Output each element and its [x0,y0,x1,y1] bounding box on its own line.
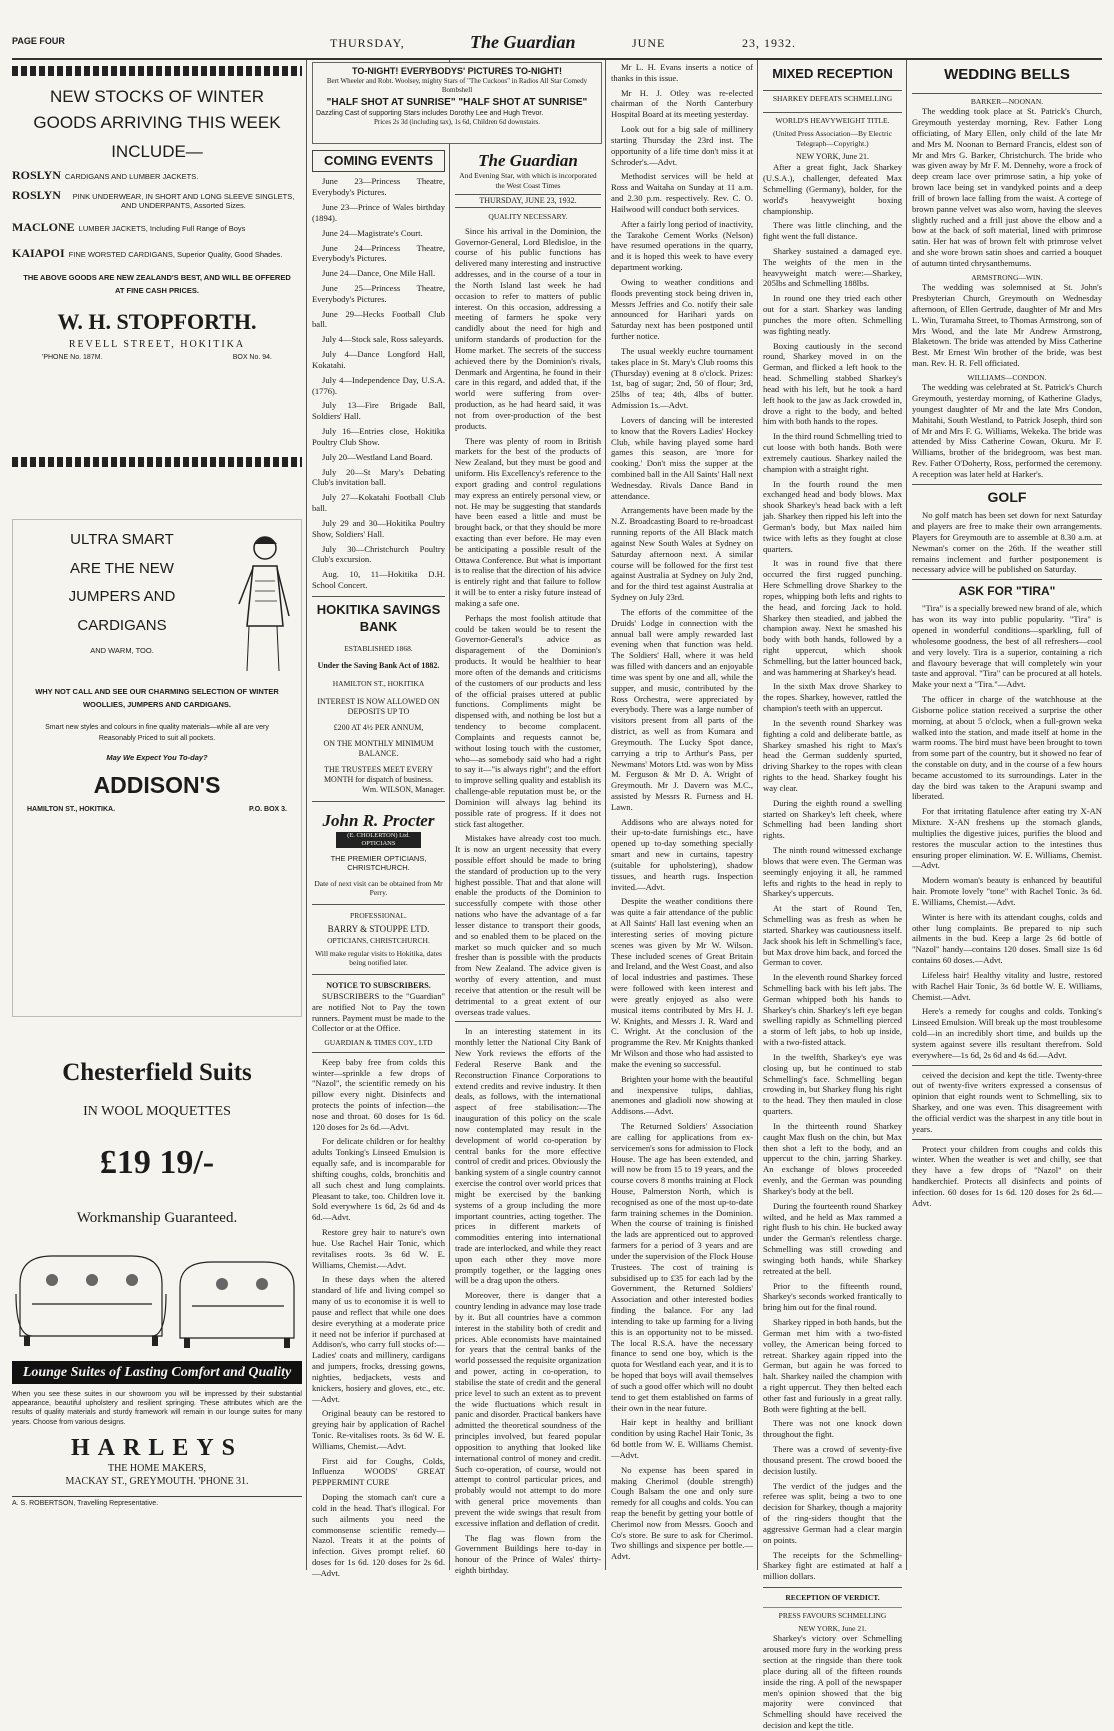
article-paragraph: In the twelfth, Sharkey's eye was closing up, but he continued to stab Schmelling's face. Schmelling began crowding in, but Sharkey flung his right to the head. They then mauled in close quarters. [763,1051,902,1117]
event-item: June 23—Prince of Wales birthday (1894). [312,202,445,223]
news-paragraph: Owing to weather conditions and floods preventing stock being driven in, Messrs Jeffries and Co. notify their sale announced for Harihari yards on Saturday next has been postponed until further notice. [611,276,753,342]
column-divider [605,60,606,1570]
article-paragraph: In the thirteenth round Sharkey caught Max flush on the chin, but Max then shot a left to the body, and an uppercut to the chin, jarring Sharkey. An exchange of blows proceeded evenly, and the German was pounding Sharkey's body at the bell. [763,1120,902,1196]
wedding-title: WILLIAMS—CONDON. [967,372,1047,382]
news-paragraph: Methodist services will be held at Ross and Waitaha on Sunday at 11 a.m. and 2.30 p.m. respectively. Rev. C. O. Hailwood will conduct both services. [611,171,753,214]
ad-item [12,188,302,211]
news-paragraph: Moreover, there is danger that a country lending in advance may lose trade by it. But all countries have a common interest in the stability both of credit and prices. Able economists have maintained for years that the central banks of the world possessed the requisite organization and power, acting in co-operation, to stabilise the state of credit and the general price level to such an extent as to prevent the wide fluctuations which result in panic and disorder. Practical bankers have admitted the theoretical soundness of the principles involved, but feared popular opposition to anything that looked like international control of money and credit. Such co-operation, of course, would not attempt to control particular prices, and probably would not attempt to do more with general price movements than prevent the wide swings that result from excessive inflation and deflation of credit. [455,1290,601,1528]
page-number: PAGE FOUR [12,36,65,46]
article-paragraph: It was in round five that there occurred the first rugged punching. Here Schmelling drove Sharkey to the ropes, whipping both lefts and rights to the head, and forcing Jack to hold. Sharkey then steadied, and jabbed the champion away. Next he smashed his body with both hands, followed by a right uppercut, which shook Schmelling, but the latter bounced back, and was hammering at Sharkey's head. [763,558,902,677]
divider [312,596,445,597]
event-item: July 4—Dance Longford Hall, Kokatahi. [312,349,445,370]
harleys-ad [12,1057,302,1567]
ad-banner: Lounge Suites of Lasting Comfort and Quality [12,1361,302,1385]
advt-paragraph: Winter is here with its attendant coughs, colds and other lung complaints. Be prepared to nip such ailments in the bud. Keep a large 2s 6d bottle of "Nazol" handy—contains 120 doses. Small size 1s 6d contains 60 doses.—Advt. [912,911,1102,966]
stopforth-ad [12,66,302,471]
advt-paragraph: Protect your children from coughs and colds this winter. When the weather is wet and chilly, see that they have a few drops of "Nazol" on their handkerchief. Protects all disinfects and points of infection. 60 doses for 1s 6d. 120 doses for 2s 6d.—Advt. [912,1143,1102,1208]
news-paragraph: Addisons who are always noted for their up-to-date furnishings etc., have opened up to-day something specially smart and new in curtains, tapestry (suitable for upholstering), shadow tissues, and hearth rugs. Inspection invited.—Advt. [611,816,753,892]
bank-story [455,1026,601,1575]
ad-invite: WHY NOT CALL AND SEE OUR CHARMING SELECTION OF WINTER WOOLLIES, JUMPERS AND CARDIGANS. [35,687,279,709]
article-paragraph: There was not one knock down throughout the fight. [763,1418,902,1440]
notice-text: SUBSCRIBERS to the "Guardian" are notified Not to Pay the town runners. Payment must be made to the Collector or at the Office. [312,990,445,1034]
pictures-ad [312,62,602,144]
event-item: July 4—Independence Day, U.S.A. (1776). [312,374,445,396]
event-item: June 23—Princess Theatre, Everybody's Pictures. [312,176,445,198]
column-divider [757,60,758,1570]
bank-trustees: THE TRUSTEES MEET EVERY MONTH for dispatch of business. [323,765,434,785]
news-paragraph: Brighten your home with the beautiful and inexpensive tulips, dahlias, anemones and gladioli now showing at Addisons.—Advt. [611,1073,753,1117]
advt-paragraph: Here's a remedy for coughs and colds. Tonking's Linseed Emulsion. Will break up the most troublesome cold—in an incredibly short time, and builds up the system against severe ills resultant therefrom. Sold everywhere—1s 6d, 2s 6d and 4s 6d.—Advt. [912,1006,1102,1060]
local-news [611,62,753,1562]
masthead [12,34,1102,56]
editorial-paragraph: Since his arrival in the Dominion, the Governor-General, Lord Bledisloe, in the course of his public functions has delivered many interesting and instructive addresses, and in the course of a tour in the North Island last week he had occasion to refer to matters of public interest. On this occasion, addressing a meeting of farmers he spoke very candidly about the need for high and uniform standards of production for the Home market. The secrets of the success achieved there by the Dominion's rivals, Denmark and Argentina, he found in their care in this regard, and added that, if the world were suffering from over-production, as he had heard said, it was not from over-production of the best products. [455,225,601,431]
wedding-text: The wedding was solemnised at St. John's Presbyterian Church, Greymouth on Wednesday afternoon, of Ellen Gertrude, daughter of Mr and Mrs L. Win, Turamaha Street, to Thomas Armstrong, son of Mrs Wood, and the late Mr Andrew Armstrong, Blaketown. The bride was attended by Miss Catherine Best. Mr Ernest Win brother of the bride, was best man. Rev. H. R. Fell officiated. [912,282,1102,368]
ad-box: P.O. BOX 3. [249,805,287,813]
event-item: July 20—St Mary's Debating Club's invitation ball. [312,466,445,488]
column-divider [906,60,907,1570]
event-item: June 24—Magistrate's Court. [322,227,423,238]
ad-store-name: ADDISON'S [93,771,221,798]
ad-subhead: Bert Wheeler and Robt. Woolsey, mighty Stars of "The Cuckoos" in Radios All Star Comedy Bombshell [326,77,588,95]
optician-line: OPTICIANS, CHRISTCHURCH. [327,935,430,945]
article-subhead: SHARKEY DEFEATS SCHMELLING [763,90,902,103]
advt-paragraph: Original beauty can be restored to greying hair by application of Rachel Tonic. Re-vitalises roots. 3s 6d W. E. Williams, Chemist.—Advt. [312,1408,445,1451]
ad-lines [19,526,225,676]
ad-contact [12,352,302,365]
advt-paragraph: Keep baby free from colds this winter—sprinkle a few drops of "Nazol", the scientific remedy on his pillow every night. Disinfects and protects the points of infection—the nose and throat. 60 doses for 1s 6d. 120 doses for 2s 6d.—Advt. [312,1056,445,1132]
ad-item-text: PINK UNDERWEAR, IN SHORT AND LONG SLEEVE SINGLETS, AND UNDERPANTS, Assorted Sizes. [72,191,295,210]
article-subhead: WORLD'S HEAVYWEIGHT TITLE. [763,112,902,125]
ad-film-title: "HALF SHOT AT SUNRISE" "HALF SHOT AT SUNRISE" [326,96,588,108]
ad-street: HAMILTON ST., HOKITIKA. [27,805,116,813]
ad-line: JUMPERS AND [68,588,176,605]
advertisement-column [12,62,302,1570]
ad-item [12,220,302,235]
advt-paragraph: Doping the stomach can't cure a cold in the head. That's illogical. For such ailments you need the commonsense scientific remedy—Nazol. Treats it at the points of infection. Gives prompt relief. 60 doses for 1s 6d. 120 doses for 2s 6d.—Advt. [312,1492,445,1578]
article-credit: (United Press Association—By Electric Telegraph—Copyright.) [773,129,892,148]
events-heading: COMING EVENTS [312,150,445,172]
paper-name: The Guardian [478,151,578,170]
news-paragraph: In an interesting statement in its monthly letter the National City Bank of New York reviews the efforts of the Federal Reserve Bank and the Reconstruction Finance Corporations to extend credits and revive industry. It then deals, as follows, with the international aspect of free stabilisation:—The inauguration of this policy on the scale now contemplated may result in the development of world co-operation by central banks for the more effective control of credit and prices. Obviously the banking system of a single country cannot exercise the control over world prices that might be exercised by the banking systems of a group including the more important countries, acting together. The prices in different markets of commodities entering into international trade are interlocked, and while they react upon each other they move more promptly together, or the lagging ones will be a drag upon the others. [455,1026,601,1286]
bank-manager: Wm. WILSON, Manager. [362,785,445,795]
ad-description: When you see these suites in our showroom you will be impressed by their substantial appearance, beautiful upholstery and resilient springing. These attributes which are the results of quality materials and sturdy framework will remain in our lounge suites for many years. Choose from various designs. [12,1391,302,1426]
article-paragraph: In the third round Schmelling tried to cut loose with both hands. Both were extremely cautious. Sharkey nailed the champion with a straight right. [763,431,902,474]
events-list [312,176,445,591]
event-item: July 30—Christchurch Poultry Club's excursion. [312,543,445,565]
news-paragraph: The Returned Soldiers' Association are calling for applications from ex-servicemen's sons for admission to Flock House. The age has been extended, and will now be from 15 to 19 years, and the course covers 8 months training at Flock House, Palmerston North, which is recognised as one of the most up-to-date farm training schemes in the Dominion. When the course of training is finished the lads are apprenticed out to approved farmers for a period of 3 years and are under the supervision of the Flock House Trustees. The cost of training is subsidised up to £35 for each lad by the Government, the Returned Soldiers' Association and other interested bodies finding the balance. For any lad intending to take up farming for a living this is an opportunity not to be missed. The local R.S.A. have the necessary finance to send one boy, which is the quota for Westland each year, and it is to be hoped that boys will avail themselves of such a good offer which will no doubt tend to get them established on farms of their own in the near future. [611,1121,753,1413]
article-paragraph: In the eleventh round Sharkey forced Schmelling back with his left jabs. The German whipped both his hands to Sharkey's chin. Sharkey's left eye began swelling rapidly as Schmelling pierced a storm of left jabs, to hob up inside, with a two-fisted attack. [763,972,902,1048]
news-paragraph: No expense has been spared in making Cherimol (double strength) Cough Balsam the one and only sure remedy for all coughs and colds. You can reap the benefit by getting your bottle of Cherimol now from Messrs. Gooch and Co's store. Be sure to ask for Cherimol. Two shillings and sixpence per bottle.—Advt. [611,1464,754,1562]
masthead-date: 23, 1932. [742,36,796,50]
wedding-column [912,62,1102,1570]
ad-item-text: CARDIGANS AND LUMBER JACKETS. [64,172,199,182]
article-paragraph: Prior to the fifteenth round, Sharkey's seconds worked frantically to bring him out for the final round. [763,1280,902,1313]
masthead-title: The Guardian [470,32,576,52]
advt-paragraph: The officer in charge of the watchhouse at the Gisborne police station received a surprise the other morning, at about 5 o'clock, when a full-grown weka walked into the station, and made itself at home in the warm rooms. The bird must have been brought to town from some part of the country, but it showed no fear of the constable on duty, and in the course of a few hours became accustomed to its surroundings. Later in the day the bird was taken to the Arapuni swamp and liberated. [912,694,1102,802]
bank-act: Under the Saving Bank Act of 1882. [317,661,440,671]
advt-paragraphs [312,1057,445,1579]
article-paragraph: Sharkey ripped in both hands, but the German met him with a two-fisted volley, the American being forced to retreat. Sharkey again ripped into the German, but again he was forced to halt. Sharkey nailed the champion with a right uppercut. They then belted each other fast and furiously in a great rally. Both were fighting at the bell. [763,1317,902,1414]
masthead-month: JUNE [632,36,666,50]
ad-price: £19 19/- [99,1144,215,1182]
article-paragraph: Sharkey sustained a damaged eye. The weights of the men in the heavyweight match were:—Sharkey, 205lbs and Schmelling 188lbs. [763,246,902,289]
ad-item-list [12,168,302,260]
ad-store-name: HARLEYS [70,1434,244,1461]
news-paragraph: Hair kept in healthy and brilliant condition by using Rachel Hair Tonic, 3s 6d bottle from W. E. Williams Chemist.—Advt. [611,1417,753,1460]
ad-rep: A. S. ROBERTSON, Travelling Representative. [12,1496,302,1509]
optician-text: Will make regular visits to Hokitika, dates being notified later. [315,948,442,968]
event-item: June 29—Hecks Football Club ball. [312,308,445,330]
bank-monthly: ON THE MONTHLY MINIMUM BALANCE. [323,738,434,758]
addisons-ad [12,519,302,1017]
ad-include: INCLUDE— [111,142,203,161]
golf-text: No golf match has been set down for next Saturday and players are free to make their own arrangements. Players for Greymouth are to assemble at 8.30 a.m. at Newman's corner on the 26th. If the weather still remains inclement and further postponement is necessary advice will be published on Saturday. [912,510,1102,575]
ad-tagline: THE HOME MAKERS, [107,1462,207,1474]
ad-item-text: FINE WORSTED CARDIGANS, Superior Quality, Good Shades. [68,249,283,259]
event-item: Aug. 10, 11—Hokitika D.H. School Concert. [312,569,445,591]
editorial-column [455,150,601,1575]
ad-top [19,526,295,676]
event-item: July 4—Stock sale, Ross saleyards. [322,334,444,345]
verdict-dateline: NEW YORK, June 21. [798,1623,867,1633]
wedding-text: The wedding took place at St. Patrick's Church, Greymouth yesterday morning, Rev. Father Long officiating, of Mary Ellen, only child of the late Mr and Mrs M. Noonan to Bernard Francis, eldest son of Mr and Mrs G. Barker, Christchurch. The bride who was given away by Mr F. M. Dennehy, wore a frock of deep cream lace over primrose satin, a hip yoke of brown lace being set in vandyked points and a deep frill of brown lace falling from the waist. A cortege of brown panne velvet was also worn, having the sleeves slightly ruched and a frill just above the elbow and a bow at the back of soft material, lined with primrose satin. Her hat was of brown felt with primrose velvet and she wore brown satin shoes and carried a bouquet of autumn tinted chrysanthemums. [912,106,1102,268]
article-paragraph: The ninth round witnessed exchange blows that were even. The German was seemingly enjoying it all, he rammed lefts and rights to the head in reply to Sharkey's uppercuts. [763,845,902,899]
article-paragraph: There was a crowd of seventy-five thousand present. The crowd booed the decision lustily. [763,1444,902,1476]
article-dateline: NEW YORK, June 21. [795,152,870,162]
ad-guarantee: Workmanship Guaranteed. [76,1209,238,1226]
article-paragraph: In the seventh round Sharkey was fighting a cold and deliberate battle, as Sharkey smashed his right to Max's head the German suddenly spurted, driving Sharkey to the ropes with clean rights to the head. Sharkey fought his way clear. [763,717,902,793]
article-body [763,162,902,1582]
column-divider [449,60,450,1570]
weddings-title: WEDDING BELLS [944,66,1070,83]
advt-paragraph: For delicate children or for healthy adults Tonking's Linseed Emulsion is equally safe, and is incomparable for shifting coughs, colds, bronchitis and all such chest and lung complaints. Pleasant to take, too. Children love it. Sold everywhere 1s 6d, 2s 6d and 4s 6d.—Advt. [312,1136,445,1223]
ad-border [12,66,302,76]
article-paragraph: During the fourteenth round Sharkey wilted, and he held as Max rammed a right flush to his chin. He bucked away under the German's relentless charge. Schmelling was still crowding and swinging both hands, while Sharkey retreated at the bell. [763,1200,902,1276]
news-paragraph: Mr L. H. Evans inserts a notice of thanks in this issue. [611,62,753,83]
article-paragraph: In round one they tried each other out for a start. Sharkey was landing punches the more often. Schmelling was fighting neatly. [763,293,902,336]
ad-item [12,168,302,183]
ad-line: CARDIGANS [77,616,167,634]
bank-established: ESTABLISHED 1868. [344,643,413,653]
local-news-column [611,62,753,1570]
article-paragraph: The receipts for the Schmelling-Sharkey fight are estimated at half a million dollars. [763,1549,902,1582]
ad-street: MACKAY ST., GREYMOUTH. 'PHONE 31. [65,1475,249,1487]
ad-brand: ROSLYN [12,168,61,183]
news-paragraph: The usual weekly euchre tournament takes place in St. Mary's Club rooms this (Thursday) evening at 8 o'clock. Prizes: 1st, bag of sugar; 2nd, 50 of flour; 3rd, 25lbs of tea; 4th, 4lbs of butter. Admission 1s.—Advt. [611,345,753,411]
golf-title: GOLF [912,484,1102,507]
boxing-column [763,62,902,1730]
article-paragraph: In the fourth round the men exchanged head and body blows. Max shook Sharkey's head back with a left jab. Sharkey then ripped his left into the German's body, but Max nailed him twice with lefts as they fought at close quarters. [763,478,902,554]
event-item: July 27—Kokatahi Football Club ball. [312,492,445,514]
ad-line: ARE THE NEW [70,559,174,577]
tira-title: ASK FOR "TIRA" [912,579,1102,599]
news-paragraph: The efforts of the committee of the Druids' Lodge in connection with the annual ball were amply rewarded last evening when that function was held. The Soldiers' Hall, where it was held was filled with dancers and an enjoyable time was spent by one and all, while the supper, and music, contributed by the Ross Orchestra, were appreciated by everybody. There was a large number of visitors present from all parts of the district, as well as from Kumara and Greymouth. The Lucky Spot dance, carrying a trip to Arthur's Pass, per Newmans' Motors Ltd. was won by Miss M. Ferguson & Mr D. A. Wright of Greymouth. Mr J. Davern was M.C., assisted by Messrs R. Furness and H. Lawn. [611,606,753,812]
divider [455,1021,601,1022]
article-paragraph: After a great fight, Jack Sharkey (U.S.A.), challenger, defeated Max Schmelling (Germany), holder, for the world's heavyweight boxing championship. [763,162,902,216]
bank-interest: INTEREST IS NOW ALLOWED ON DEPOSITS UP TO [317,696,440,716]
article-paragraph: During the eighth round a swelling started on Sharkey's left cheek, where Schmelling had been landing short rights. [763,797,902,841]
divider [312,801,445,802]
ad-line: ULTRA SMART [70,531,174,548]
ad-headline: TO-NIGHT! EVERYBODYS' PICTURES TO-NIGHT! [352,66,562,76]
optician-logo: John R. Procter [322,811,435,831]
ad-headline: NEW STOCKS OF WINTER GOODS ARRIVING THIS WEEK [33,87,281,132]
wedding-title: ARMSTRONG—WIN. [971,272,1043,282]
verdict-subhead: PRESS FAVOURS SCHMELLING [763,1607,902,1620]
editorial-text [455,226,601,1018]
news-paragraph: Mr H. J. Otley was re-elected chairman of the North Canterbury Hospital Board at its meeting yesterday. [611,87,753,120]
editorial-paragraph: There was plenty of room in British markets for the best of the products of New Zealand, but they must be good and uniform. His Excellency's reference to the export grading and control regulations may express an entirely personal view, or not. He may be suggesting that standards have been eased a little and must be brought back, or that they should be more exacting than ever before. He may even be anticipating a possible result of the Ottawa Conference. But what is important is to realise that the direction of his advice is entirely right and that failure to follow it will be to enter a risky future instead of making a safe one. [455,435,601,608]
article-title: MIXED RECEPTION [772,66,893,81]
ad-expect: May We Expect You To-day? [106,753,208,763]
event-item: July 20—Westland Land Board. [322,451,433,462]
optician-name: BARRY & STOUPPE LTD. [327,924,430,935]
article-paragraph: The verdict of the judges and the referee was split, being a two to one decision for Sharkey, though a majority of the ring-siders thought that the aggressive German had a clear margin on points. [763,1480,902,1545]
bank-rate: £200 AT 4½ PER ANNUM, [333,722,424,732]
advt-paragraph: Lifeless hair! Healthy vitality and lustre, restored with Rachel Hair Tonic, 3s 6d bottle W. E. Williams, Chemist.—Advt. [912,969,1102,1002]
advt-paragraph: Modern woman's beauty is enhanced by beautiful hair. Promote lovely "tone" with Rachel Tonic. 3s 6d. E. Williams, Chemist.—Advt. [912,875,1102,907]
ad-brand: KAIAPOI [12,245,65,260]
advt-paragraphs [912,603,1102,1060]
ad-store-name: W. H. STOPFORTH. [57,308,257,334]
news-paragraph: Look out for a big sale of millinery starting Thursday the 23rd inst. The opportunity of a life time don't miss it at Schroder's.—Advt. [611,124,753,167]
ad-subtitle: IN WOOL MOQUETTES [83,1103,231,1119]
news-paragraph: Lovers of dancing will be interested to know that the Rovers Ladies' Hockey Club, while having played some hard games this season, are 'more for cooking.' Don't miss the supper at the combined ball in the All Saints' Hall next Wednesday. Rivals Dance Band in attendance. [611,414,753,501]
news-paragraph: After a fairly long period of inactivity, the Tarakohe Cement Works (Nelson) have resumed operations in the quarry, and it is hoped this week to have every department working. [611,218,753,273]
divider [312,974,445,975]
editorial-paragraph: Mistakes have already cost too much. It is now an urgent necessity that every possible effort should be made to bring the standard of production up to the very highest possible. That and that alone will enable the products of the Dominion to successfully compete with those other nations who have the advantage of a far lesser distance to transport their goods, and so enabled them to be placed on the market so much quicker and so much fresher than is possible with the products from New Zealand. The advice given is worthy of every attention, and must receive that attention or the result will be detrimental to a great extent of our overseas trade values. [455,833,601,1017]
editorial-title: QUALITY NECESSARY. [488,212,568,222]
notice-signature: GUARDIAN & TIMES COY., LTD [324,1038,433,1048]
professional-heading: PROFESSIONAL. [350,910,407,920]
optician-sub: (E. CHOLERTON) Ltd. OPTICIANS [336,832,421,848]
advt-paragraph: In these days when the altered standard of life and living compel so many of us to economise it is well to pause and reflect that while one does desire everything at a moderate price it need not be inferior if purchased at Addison's, who carry full stocks of:—Ladies' coats and millinery, cardigans and jumpers, frocks, dressing gowns, nighties, bedjackets, vests and knickers, hosiery and gloves, etc., etc.—Advt. [312,1274,445,1404]
event-item: July 29 and 30—Hokitika Poultry Show, Soldiers' Hall. [312,517,445,539]
wedding-text: The wedding was celebrated at St. Patrick's Church Greymouth, yesterday morning, of Katherine Gladys, youngest daughter of Mr and the late Mrs Condon, Mahitahi, South Westland, to Patrick Joseph, third son of Mr and Mrs F. G. Williams, Wekeka. The bride was attended by Miss Catherine Cowan, Okuru. Mr F. Williams, brother of the bridegroom, was best man. Rev. Father O'Doherty, Ross, performed the ceremony. A reception was later held at Harker's. [912,382,1102,479]
event-item: July 13—Fire Brigade Ball, Soldiers' Hall. [312,400,445,422]
wedding-title: BARKER—NOONAN. [912,93,1102,106]
event-item: June 24—Princess Theatre, Everybody's Pictures. [312,242,445,264]
verdict-continued: ceived the decision and kept the title. Twenty-three out of twenty-five writers expressed a consensus of opinion that eight rounds went to Schmelling, six to Sharkey, and one was even. This disagreement with the official verdict was the sharpest in any title bout in years. [912,1069,1102,1134]
divider [763,1587,902,1588]
advt-paragraph: For that irritating flatulence after eating try X-AN Mixture. X-AN freshens up the stomach glands, multiplies the digestive juices, purifies the blood and restores the muscular action to the intestines thus ensuring proper elimination. W. E. Williams, Chemist.—Advt. [912,806,1102,871]
ad-brand: ROSLYN [12,187,61,202]
armchair-illustration [12,1244,302,1354]
ad-box: BOX No. 94. [232,353,272,361]
event-item: June 24—Dance, One Mile Hall. [322,268,436,279]
optician-visit: Date of next visit can be obtained from Mr Perry. [314,878,443,898]
news-paragraph: The flag was flown from the Government Buildings here to-day in honour of the Prince of Wales' thirty-eighth birthday. [455,1532,601,1575]
masthead-day: THURSDAY, [330,36,405,50]
bank-title: HOKITIKA SAVINGS BANK [316,601,441,634]
verdict-title: RECEPTION OF VERDICT. [785,1593,880,1603]
news-paragraph: Despite the weather conditions there was quite a fair attendance of the public at All Saints' Hall last evening when an interesting series of moving picture scenes was given by Mr W. Wilson. These included scenes of Great Britain and Ireland, and the West Coast, and also of local industries and pastimes. These were followed with keen interest and were greatly enjoyed as also were musical items contributed by Mrs H. J. W. Knights, and Messrs J. R. Ward and C. Wright. At the conclusion of the programme the Rev. Mr Knights thanked Mr Wilson and those who had assisted to make the evening so successful. [611,896,753,1069]
divider [312,904,445,905]
advt-paragraph: First aid for Coughs, Colds, Influenza WOODS' GREAT PEPPERMINT CURE [312,1455,445,1488]
advt-paragraph: Restore grey hair to nature's own hue. Use Rachel Hair Tonic, which revitalises roots. 3s 6d W. E. Williams, Chemist.—Advt. [312,1227,445,1270]
ad-item [12,246,302,261]
editorial-paragraph: Perhaps the most foolish attitude that could be taken would be to resent the Governor-General's advice as disparagement of the Dominion's products. It would be healthier to hear more often of the demands and criticisms of the customers of our products and less of the official praises uttered at public functions. Compliments might be dispensed with, and nothing be lost but a tendency to become complacent. Complaints and requests cannot be, without losing touch with the customer, who—as somebody said who had a right to say it—"is always right"; and the effort to improve selling quality and establish its challenge-able reputation must be, or the Dominion will always lag behind its possible rate of progress. If it does not stick fast altogether. [455,612,601,829]
ad-prices: Prices 2s 3d (including tax), 1s 6d, Children 6d downstairs. [373,118,541,127]
event-item: June 25—Princess Theatre, Everybody's Pictures. [312,283,445,304]
news-paragraph: Arrangements have been made by the N.Z. Broadcasting Board to re-broadcast running reports of the All Black match against New South Wales at Sydney on Saturday afternoon next. A similar course will be followed for the first test against Australia at Sydney on July 2nd, and for the third test against Australia at Sydney on July 23rd. [611,505,753,603]
article-paragraph: In the sixth Max drove Sharkey to the ropes. Sharkey, however, rattled the champion's teeth with an uppercut. [763,681,902,714]
ad-title: Chesterfield Suits [62,1059,252,1086]
ad-phone: 'PHONE No. 187M. [42,353,103,361]
ad-contact [19,806,295,815]
woman-figure-illustration [225,526,295,676]
divider [312,1052,445,1053]
bank-street: HAMILTON ST., HOKITIKA [332,679,425,689]
event-item: July 16—Entries close, Hokitika Poultry Club Show. [312,426,445,447]
article-paragraph: Boxing cautiously in the second round, Sharkey moved in on the German, and flicked a left hook to the head. Schmelling stabbed Sharkey's head with his left, but he took a hard left hook to the jaw as Jack crowded in, drove a right to the body, and belted him with both hands to the ropes. [763,340,902,427]
ad-warm: AND WARM, TOO. [90,646,154,655]
paper-sub: And Evening Star, with which is incorporated the West Coast Times [459,171,597,190]
optician-premier: THE PREMIER OPTICIANS, CHRISTCHURCH. [330,854,427,873]
verdict-text: Sharkey's victory over Schmelling aroused more fury in the working press section at the ringside than there took place during all of the fifteen rounds inside the ring. A poll of the newspaper men's opinion showed that the big majority were convinced that Schmelling should have received the decision and kept the title. [763,1633,902,1730]
divider [912,1065,1102,1066]
divider [912,1139,1102,1140]
notice-title: NOTICE TO SUBSCRIBERS. [326,980,431,990]
ad-support: Dazzling Cast of supporting Stars includes Dorothy Lee and Hugh Trevor. [316,109,544,117]
masthead-rule [12,58,1102,60]
ad-styles: Smart new styles and colours in fine quality materials—while all are very Reasonably Priced to suit all pockets. [45,723,269,743]
advt-paragraph: "Tira" is a specially brewed new brand of ale, which has won its way into public popularity. "Tira" is opened in wonderful conditions—sparkling, full of wholesome goodness, the best of all refreshers—cool and very lovely. Tira is a superior, containing a rich and flavoury beverage that will completely win your taste and approval. "Tira" can be procured at all hotels. Make your next a "Tira."—Advt. [912,603,1102,690]
paper-date: THURSDAY, JUNE 23, 1932. [455,194,601,208]
ad-brand: MACLONE [12,220,75,235]
article-paragraph: There was little clinching, and the fight went the full distance. [763,220,902,242]
ad-border [12,457,302,467]
ad-item-text: LUMBER JACKETS, Including Full Range of Boys [78,224,246,234]
column-divider [306,60,307,1570]
article-paragraph: At the start of Round Ten, Schmelling was as fresh as when he started. Sharkey was cautiousness itself. Jack shook his left in Schmelling's face, but Max drove him back, and forced the German to cover. [763,903,902,968]
ad-footer: THE ABOVE GOODS ARE NEW ZEALAND'S BEST, AND WILL BE OFFERED AT FINE CASH PRICES. [23,272,291,296]
ad-street: REVELL STREET, HOKITIKA [68,339,246,351]
